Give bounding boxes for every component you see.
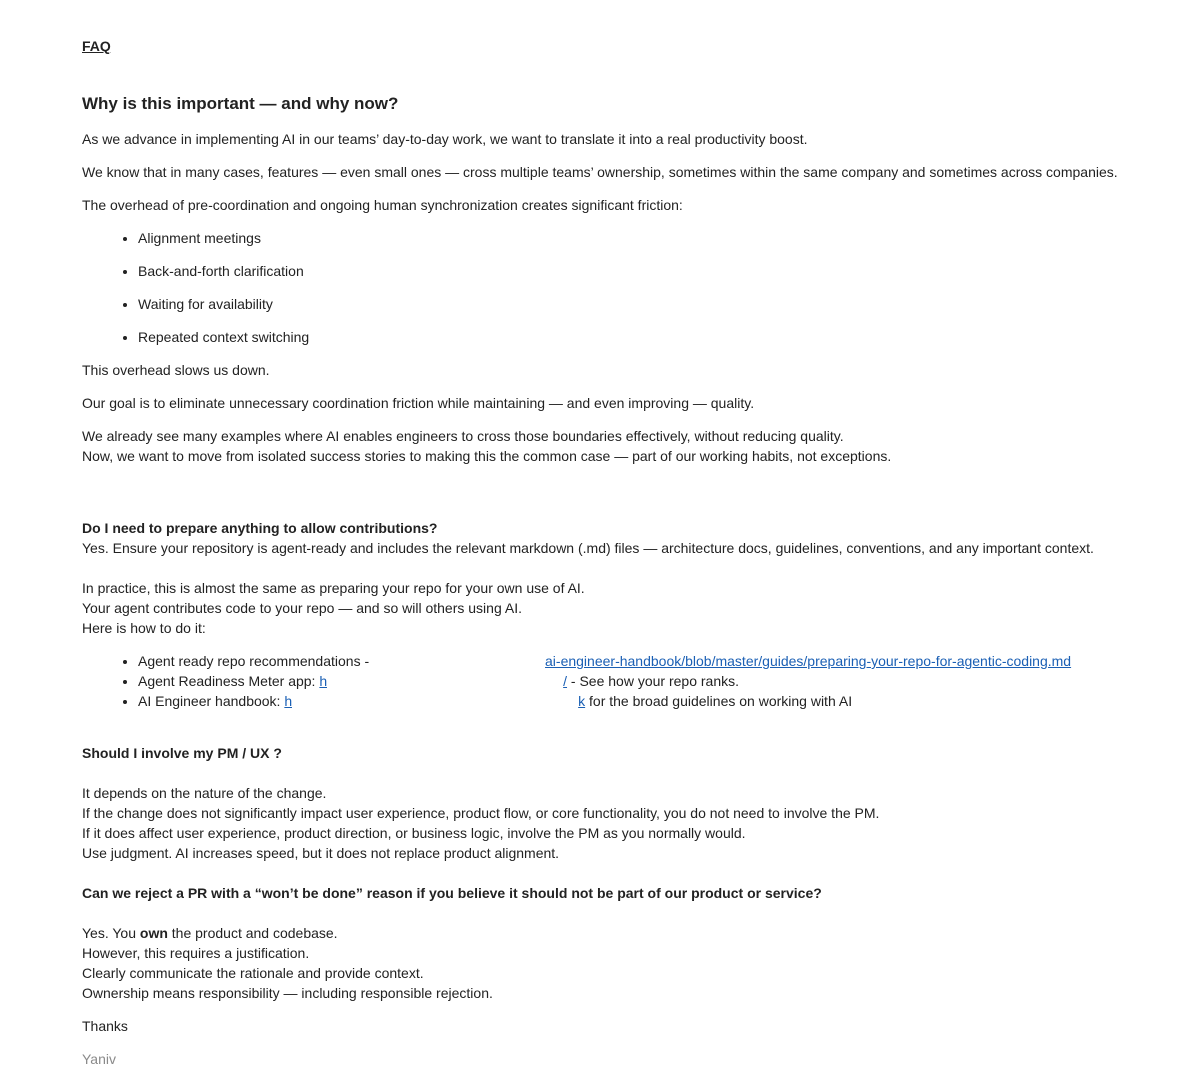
redacted-url — [327, 675, 563, 689]
section-heading-why: Why is this important — and why now? — [82, 94, 399, 113]
list-item: • Alignment meetings — [138, 228, 1172, 248]
signature: Yaniv — [82, 1051, 116, 1067]
link-label: Agent ready repo recommendations - — [138, 653, 374, 669]
text: the product and codebase. — [167, 925, 338, 941]
list-item: • Repeated context switching — [138, 327, 1172, 347]
paragraph: However, this requires a justification. — [82, 945, 310, 961]
agent-ready-repo-link[interactable]: ai-engineer-handbook/blob/master/guides/preparing-your-repo-for-agentic-coding.md — [545, 653, 1072, 669]
readiness-meter-link-start[interactable]: h — [319, 673, 328, 689]
closing: Thanks — [82, 1018, 128, 1034]
handbook-link-end[interactable]: k — [578, 693, 586, 709]
link-label: Agent Readiness Meter app: — [138, 673, 320, 689]
paragraph: If the change does not significantly impact user experience, product flow, or core functionality, you do not need to involve the PM. — [82, 805, 880, 821]
faq-title: FAQ — [82, 38, 111, 54]
answer: Yes. Ensure your repository is agent-ready and includes the relevant markdown (.md) files — architecture docs, guidelines, conventions, and any important context. — [82, 540, 1094, 556]
paragraph: The overhead of pre-coordination and ongoing human synchronization creates significant friction: — [82, 197, 683, 213]
link-suffix: - See how your repo ranks. — [567, 673, 740, 689]
paragraph: This overhead slows us down. — [82, 362, 270, 378]
emphasis-own: own — [139, 925, 168, 941]
paragraph: Our goal is to eliminate unnecessary coordination friction while maintaining — and even improving — quality. — [82, 395, 755, 411]
paragraph — [82, 923, 1172, 943]
paragraph: Clearly communicate the rationale and provide context. — [82, 965, 424, 981]
question-pm-ux: Should I involve my PM / UX ? — [82, 745, 282, 761]
handbook-link-start[interactable]: h — [284, 693, 293, 709]
paragraph: Your agent contributes code to your repo — and so will others using AI. — [82, 600, 522, 616]
list-item — [138, 691, 1172, 711]
list-item — [138, 651, 1172, 671]
paragraph: We know that in many cases, features — even small ones — cross multiple teams’ ownership, sometimes within the same company and sometimes across companies. — [82, 164, 1118, 180]
list-item: • Waiting for availability — [138, 294, 1172, 314]
paragraph: Use judgment. AI increases speed, but it does not replace product alignment. — [82, 845, 560, 861]
paragraph: In practice, this is almost the same as preparing your repo for your own use of AI. — [82, 580, 585, 596]
friction-list — [82, 228, 1172, 347]
paragraph: Ownership means responsibility — including responsible rejection. — [82, 985, 493, 1001]
question-reject-pr: Can we reject a PR with a “won’t be done” reason if you believe it should not be part of our product or service? — [82, 885, 822, 901]
link-label: AI Engineer handbook: — [138, 693, 285, 709]
list-item — [138, 671, 1172, 691]
email-body — [82, 36, 1172, 1069]
question-prepare: Do I need to prepare anything to allow contributions? — [82, 520, 438, 536]
paragraph: Here is how to do it: — [82, 620, 206, 636]
text: Yes. You — [82, 925, 140, 941]
redacted-url — [292, 695, 578, 709]
redacted-url — [373, 655, 545, 669]
paragraph: Now, we want to move from isolated success stories to making this the common case — part of our working habits, not exceptions. — [82, 448, 892, 464]
resource-links — [82, 651, 1172, 711]
readiness-meter-link-end[interactable]: / — [563, 673, 568, 689]
paragraph: We already see many examples where AI enables engineers to cross those boundaries effectively, without reducing quality. — [82, 428, 844, 444]
link-suffix: for the broad guidelines on working with AI — [585, 693, 853, 709]
paragraph: As we advance in implementing AI in our teams’ day-to-day work, we want to translate it into a real productivity boost. — [82, 131, 808, 147]
paragraph: It depends on the nature of the change. — [82, 785, 327, 801]
paragraph: If it does affect user experience, product direction, or business logic, involve the PM as you normally would. — [82, 825, 746, 841]
list-item: • Back-and-forth clarification — [138, 261, 1172, 281]
